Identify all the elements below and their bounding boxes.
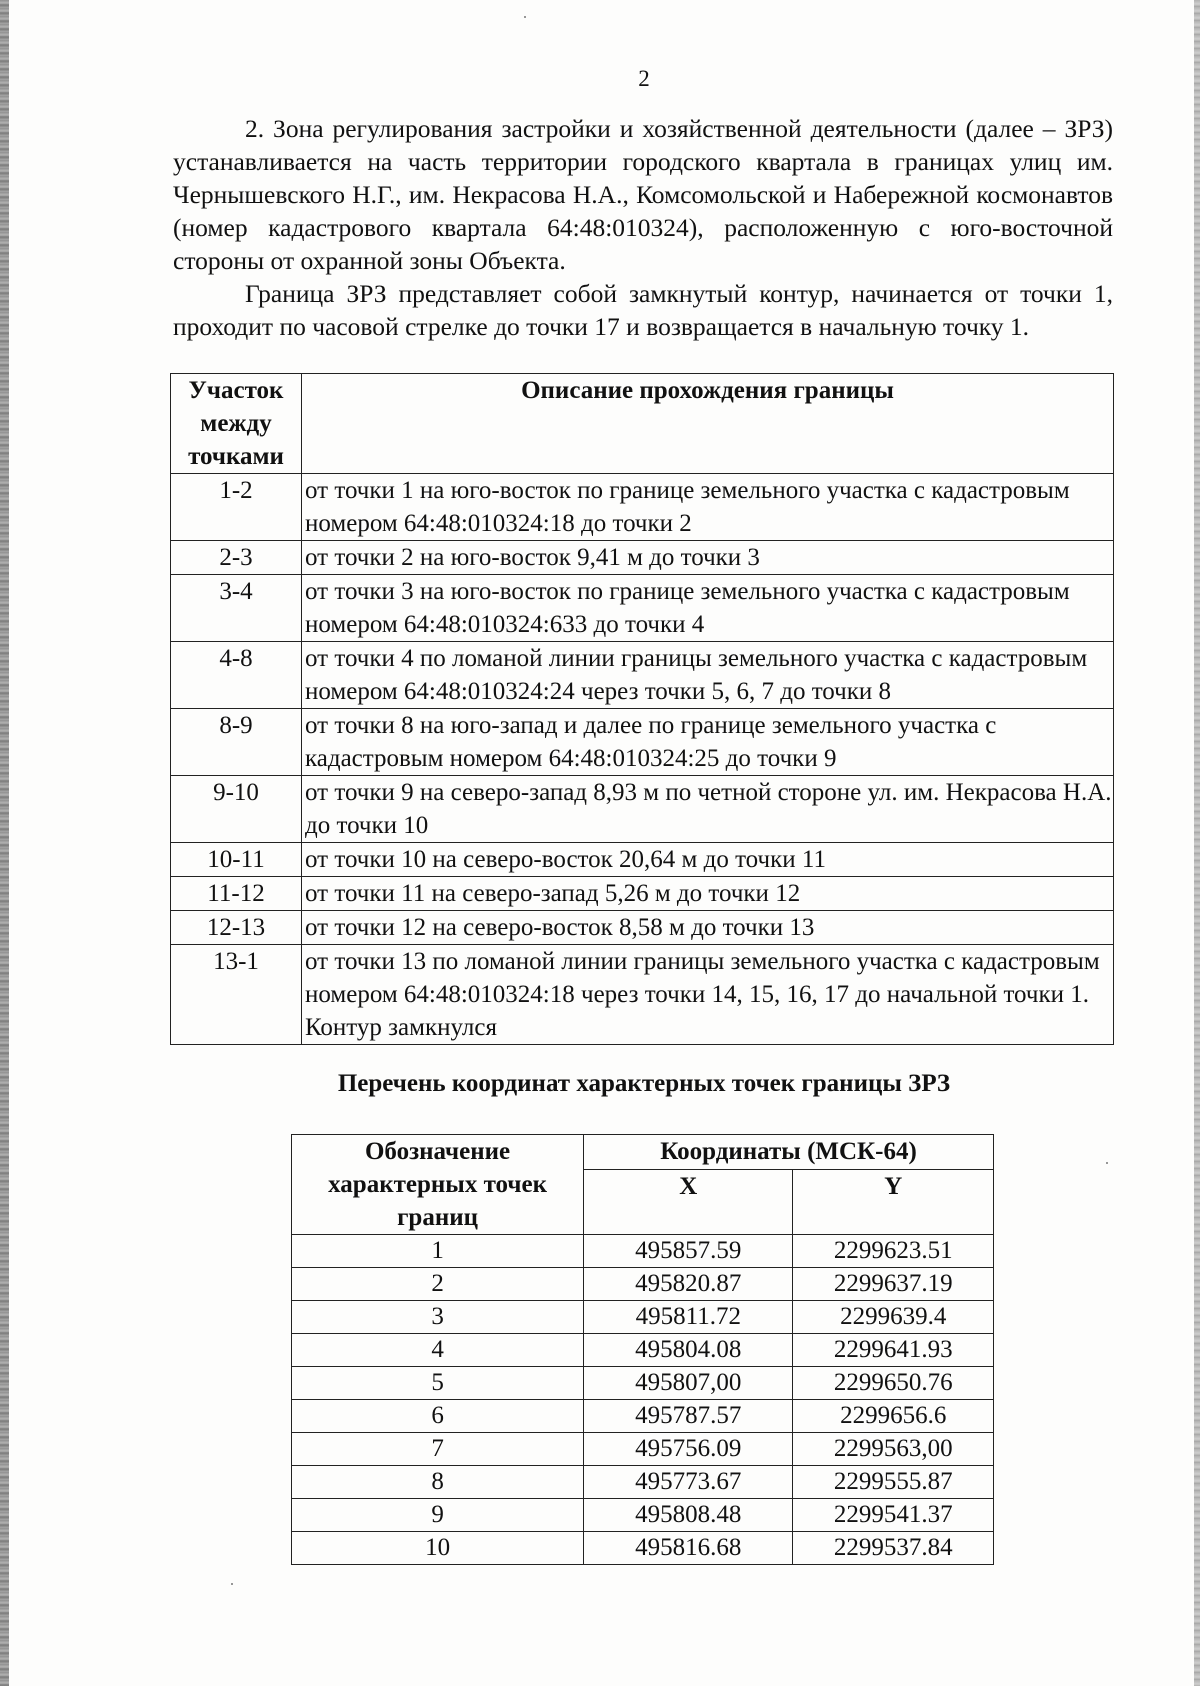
description-cell: от точки 13 по ломаной линии границы земельного участка с кадастровым номером 64:48:010324:18 через точки 14, 15, 16, 17 до начальной точки 1. Контур замкнулся [302,945,1114,1045]
scan-edge-left [0,0,9,1686]
scan-speck [1106,1162,1108,1164]
description-cell: от точки 12 на северо-восток 8,58 м до точки 13 [302,911,1114,945]
coordinate-y-cell: 2299623.51 [793,1235,994,1268]
coordinates-row [292,1433,994,1466]
header-coordinates-group: Координаты (МСК-64) [584,1135,994,1170]
coordinates-row [292,1400,994,1433]
boundary-table-row [171,541,1114,575]
header-x: X [584,1170,793,1235]
coordinate-point-cell: 9 [292,1499,584,1532]
boundary-table-row [171,843,1114,877]
header-boundary-description: Описание прохождения границы [302,374,1114,474]
coordinates-row [292,1367,994,1400]
paragraph-boundary-contour: Граница ЗРЗ представляет собой замкнутый контур, начинается от точки 1, проходит по часовой стрелке до точки 17 и возвращается в начальную точку 1. [173,279,1113,341]
boundary-table-row [171,474,1114,541]
boundary-table-row [171,776,1114,843]
coordinate-y-cell: 2299650.76 [793,1367,994,1400]
coordinate-y-cell: 2299641.93 [793,1334,994,1367]
coordinates-row [292,1499,994,1532]
boundary-table-row [171,877,1114,911]
coordinate-point-cell: 8 [292,1466,584,1499]
coordinate-x-cell: 495804.08 [584,1334,793,1367]
coordinates-table [291,1134,994,1565]
coordinates-row [292,1532,994,1565]
description-cell: от точки 1 на юго-восток по границе земельного участка с кадастровым номером 64:48:010324:18 до точки 2 [302,474,1114,541]
coordinates-table-body [292,1235,994,1565]
boundary-description-table [170,373,1114,1045]
coordinate-y-cell: 2299537.84 [793,1532,994,1565]
scan-speck [231,1583,233,1585]
coordinate-point-cell: 2 [292,1268,584,1301]
boundary-table-row [171,911,1114,945]
coordinate-y-cell: 2299656.6 [793,1400,994,1433]
coordinate-y-cell: 2299541.37 [793,1499,994,1532]
boundary-table-row [171,945,1114,1045]
segment-cell: 1-2 [171,474,302,541]
description-cell: от точки 10 на северо-восток 20,64 м до точки 11 [302,843,1114,877]
coordinates-row [292,1334,994,1367]
page-number: 2 [638,66,650,91]
scan-speck [524,16,526,18]
coordinates-row [292,1268,994,1301]
coordinate-x-cell: 495773.67 [584,1466,793,1499]
coordinates-title: Перечень координат характерных точек границы ЗРЗ [337,1070,951,1097]
coordinate-x-cell: 495787.57 [584,1400,793,1433]
coordinate-y-cell: 2299555.87 [793,1466,994,1499]
coordinate-point-cell: 5 [292,1367,584,1400]
coordinate-x-cell: 495807,00 [584,1367,793,1400]
coordinate-point-cell: 6 [292,1400,584,1433]
description-cell: от точки 4 по ломаной линии границы земельного участка с кадастровым номером 64:48:010324:24 через точки 5, 6, 7 до точки 8 [302,642,1114,709]
scan-edge-right [1194,0,1200,1686]
segment-cell: 2-3 [171,541,302,575]
description-cell: от точки 11 на северо-запад 5,26 м до точки 12 [302,877,1114,911]
segment-cell: 12-13 [171,911,302,945]
coordinate-x-cell: 495857.59 [584,1235,793,1268]
boundary-table-row [171,575,1114,642]
coordinate-point-cell: 1 [292,1235,584,1268]
coordinates-row [292,1301,994,1334]
coordinate-x-cell: 495756.09 [584,1433,793,1466]
boundary-table-header-row [171,374,1114,474]
segment-cell: 4-8 [171,642,302,709]
description-cell: от точки 9 на северо-запад 8,93 м по четной стороне ул. им. Некрасова Н.А. до точки 10 [302,776,1114,843]
boundary-table-row [171,709,1114,776]
header-point-designation: Обозначение характерных точек границ [292,1135,584,1235]
coordinates-row [292,1466,994,1499]
coordinate-x-cell: 495811.72 [584,1301,793,1334]
segment-cell: 11-12 [171,877,302,911]
segment-cell: 9-10 [171,776,302,843]
description-cell: от точки 3 на юго-восток по границе земельного участка с кадастровым номером 64:48:010324:633 до точки 4 [302,575,1114,642]
header-section-between-points: Участок между точками [171,374,302,474]
header-y: Y [793,1170,994,1235]
description-cell: от точки 2 на юго-восток 9,41 м до точки 3 [302,541,1114,575]
coordinate-x-cell: 495808.48 [584,1499,793,1532]
coordinates-header-row-1 [292,1135,994,1170]
coordinate-point-cell: 10 [292,1532,584,1565]
coordinates-row [292,1235,994,1268]
coordinate-y-cell: 2299563,00 [793,1433,994,1466]
description-cell: от точки 8 на юго-запад и далее по границе земельного участка с кадастровым номером 64:48:010324:25 до точки 9 [302,709,1114,776]
segment-cell: 13-1 [171,945,302,1045]
coordinate-point-cell: 4 [292,1334,584,1367]
coordinate-x-cell: 495816.68 [584,1532,793,1565]
coordinate-y-cell: 2299637.19 [793,1268,994,1301]
segment-cell: 10-11 [171,843,302,877]
coordinate-point-cell: 3 [292,1301,584,1334]
segment-cell: 3-4 [171,575,302,642]
boundary-table-row [171,642,1114,709]
paragraph-zone-definition: 2. Зона регулирования застройки и хозяйственной деятельности (далее – ЗРЗ) устанавливается на часть территории городского квартала в границах улиц им. Чернышевского Н.Г., им. Некрасова Н.А., Комсомольской и Набережной космонавтов (номер кадастрового квартала 64:48:010324), расположенную с юго-восточной стороны от охранной зоны Объекта. [173,114,1113,275]
coordinate-x-cell: 495820.87 [584,1268,793,1301]
segment-cell: 8-9 [171,709,302,776]
boundary-table-body [171,474,1114,1045]
coordinate-y-cell: 2299639.4 [793,1301,994,1334]
coordinate-point-cell: 7 [292,1433,584,1466]
